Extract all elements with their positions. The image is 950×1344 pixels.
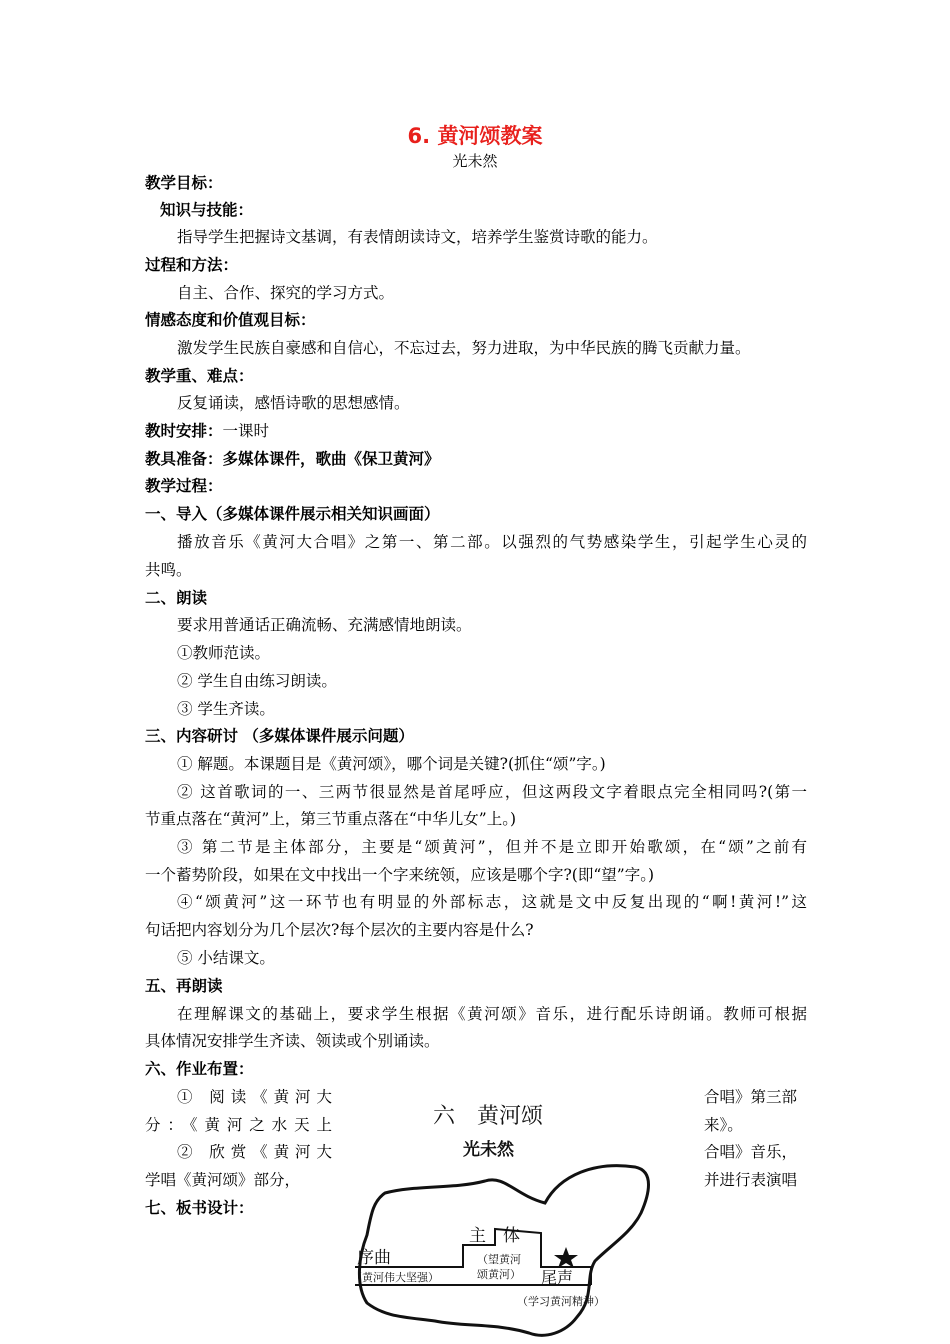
document-author: 光未然 [452,152,498,170]
blackboard-design-figure [345,1085,680,1344]
goals-heading: 教学目标： [145,174,223,192]
time-line [145,418,807,445]
section-1-line-1: 播放音乐《黄河大合唱》之第一、第二部。以强烈的气势感染学生，引起学生心灵的 [177,533,807,551]
section-2-item-1: ①教师范读。 [177,644,271,662]
section-3-item-3-line-2: 一个蓄势阶段，如果在文中找出一个字来统领，应该是哪个字?(即“望”字。) [145,866,655,884]
board-intro-label: 序曲 [357,1248,391,1268]
tools-line: 教具准备：多媒体课件，歌曲《保卫黄河》 [145,450,440,468]
homework-left-1: ① 阅读《黄河大 [177,1088,332,1106]
board-body-label: 主 体 [469,1226,520,1246]
section-3-item-2-line-1: ② 这首歌词的一、三两节很显然是首尾呼应，但这两段文字着眼点完全相同吗?(第一 [177,783,807,801]
homework-left-4: 学唱《黄河颂》部分， [145,1171,301,1189]
board-body-note-1: （望黄河 [477,1253,521,1266]
section-3-heading: 三、内容研讨 （多媒体课件展示问题） [145,727,414,745]
section-2-item-2: ② 学生自由练习朗读。 [177,672,337,690]
section-5-line-1: 在理解课文的基础上，要求学生根据《黄河颂》音乐，进行配乐诗朗诵。教师可根据 [177,1005,807,1023]
process-method-text: 自主、合作、探究的学习方式。 [177,284,395,302]
time-label: 教时安排： [145,422,223,440]
emotion-heading: 情感态度和价值观目标： [145,311,316,329]
section-1-heading: 一、导入（多媒体课件展示相关知识画面） [145,505,440,523]
section-5-line-2: 具体情况安排学生齐读、领读或个别诵读。 [145,1032,440,1050]
focus-heading: 教学重、难点： [145,367,254,385]
section-2-heading: 二、朗读 [145,589,208,607]
section-1-line-2: 共鸣。 [145,561,192,579]
board-outro-label: 尾声 [541,1268,574,1287]
teaching-process-heading: 教学过程： [145,477,223,495]
board-outro-note: （学习黄河精神） [517,1295,605,1308]
knowledge-text: 指导学生把握诗文基调，有表情朗读诗文，培养学生鉴赏诗歌的能力。 [177,228,658,246]
homework-right-4: 并进行表演唱 [704,1171,798,1189]
knowledge-heading: 知识与技能： [160,201,254,219]
section-3-item-4-line-1: ④“颂黄河”这一环节也有明显的外部标志，这就是文中反复出现的“啊!黄河!”这 [177,893,808,911]
section-3-item-3-line-1: ③ 第二节是主体部分，主要是“颂黄河”，但并不是立即开始歌颂，在“颂”之前有 [177,838,807,856]
section-6-heading: 六、作业布置： [145,1060,254,1078]
section-5-heading: 五、再朗读 [145,977,223,995]
board-body-note-2: 颂黄河） [477,1268,521,1281]
homework-left-2: 分：《黄河之水天上 [145,1116,332,1134]
homework-right-1: 合唱》第三部 [704,1088,798,1106]
yellow-river-outline [359,1166,648,1336]
document-title: 6. 黄河颂教案 [407,124,543,148]
process-method-heading: 过程和方法： [145,256,239,274]
homework-right-3: 合唱》音乐， [704,1143,798,1161]
board-title: 六 黄河颂 [433,1104,544,1129]
section-3-item-4-line-2: 句话把内容划分为几个层次?每个层次的主要内容是什么? [145,921,534,939]
section-7-heading: 七、板书设计： [145,1199,254,1217]
time-value: 一课时 [222,422,270,440]
section-2-line-1: 要求用普通话正确流畅、充满感情地朗读。 [177,616,472,634]
section-2-item-3: ③ 学生齐读。 [177,700,275,718]
focus-text: 反复诵读，感悟诗歌的思想感情。 [177,394,410,412]
board-author: 光未然 [463,1140,514,1160]
homework-left-3: ② 欣赏《黄河大 [177,1143,332,1161]
star-icon [554,1247,578,1268]
section-3-item-2-line-2: 节重点落在“黄河”上，第三节重点落在“中华儿女”上。) [145,810,516,828]
emotion-text: 激发学生民族自豪感和自信心，不忘过去，努力进取，为中华民族的腾飞贡献力量。 [177,339,751,357]
homework-right-2: 来》。 [704,1116,743,1134]
section-3-item-5: ⑤ 小结课文。 [177,949,275,967]
board-intro-note: （黄河伟大坚强） [351,1271,439,1284]
section-3-item-1: ① 解题。本课题目是《黄河颂》，哪个词是关键?(抓住“颂”字。) [177,755,606,773]
